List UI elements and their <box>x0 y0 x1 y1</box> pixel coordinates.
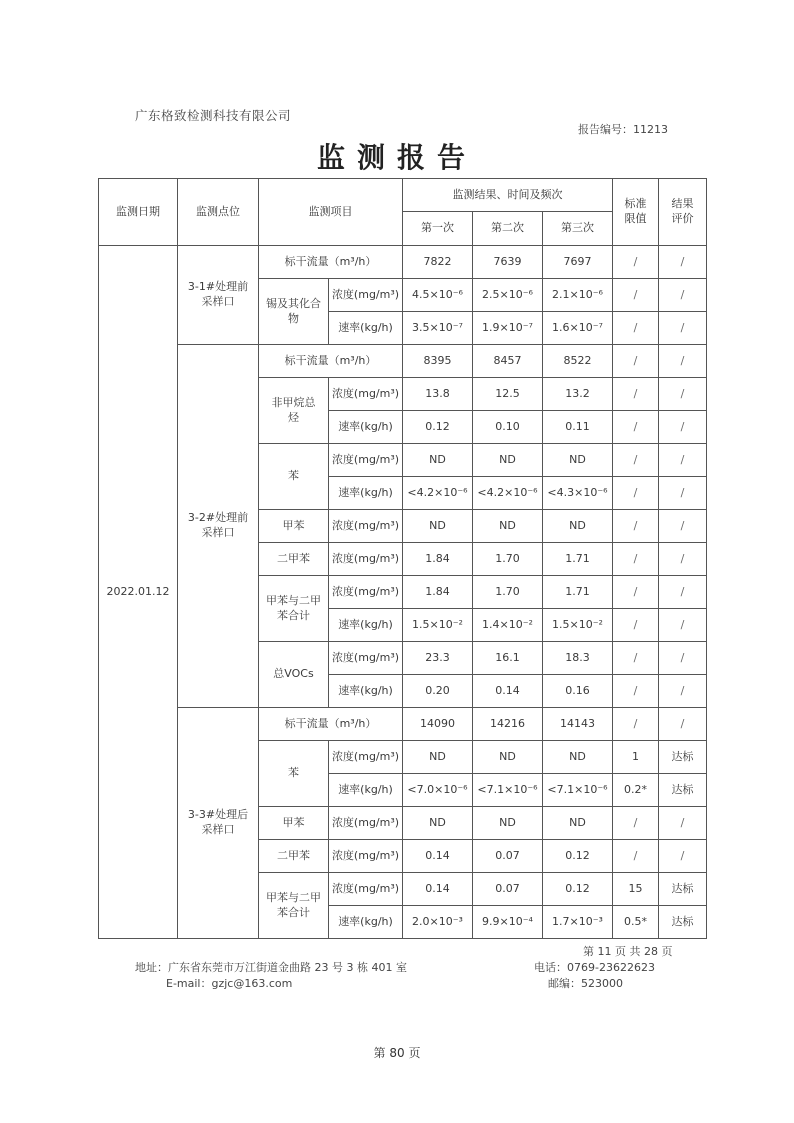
limit-cell: 15 <box>613 873 659 906</box>
eval-cell: 达标 <box>659 774 707 807</box>
limit-cell: / <box>613 807 659 840</box>
value-cell: 0.07 <box>473 840 543 873</box>
label-rate: 速率(kg/h) <box>329 675 403 708</box>
label-flow: 标干流量（m³/h） <box>259 345 403 378</box>
eval-cell: / <box>659 312 707 345</box>
label-conc: 浓度(mg/m³) <box>329 873 403 906</box>
limit-cell: / <box>613 675 659 708</box>
value-cell: 9.9×10⁻⁴ <box>473 906 543 939</box>
limit-cell: / <box>613 246 659 279</box>
label-conc: 浓度(mg/m³) <box>329 510 403 543</box>
value-cell: 1.6×10⁻⁷ <box>543 312 613 345</box>
header-point: 监测点位 <box>178 179 259 246</box>
value-cell: <4.2×10⁻⁶ <box>473 477 543 510</box>
value-cell: 0.07 <box>473 873 543 906</box>
value-cell: 1.70 <box>473 543 543 576</box>
value-cell: 0.12 <box>543 873 613 906</box>
value-cell: 1.5×10⁻² <box>543 609 613 642</box>
value-cell: ND <box>403 444 473 477</box>
label-flow: 标干流量（m³/h） <box>259 246 403 279</box>
value-cell: ND <box>543 807 613 840</box>
label-conc: 浓度(mg/m³) <box>329 576 403 609</box>
label-rate: 速率(kg/h) <box>329 312 403 345</box>
limit-cell: / <box>613 312 659 345</box>
value-cell: <7.1×10⁻⁶ <box>473 774 543 807</box>
eval-cell: / <box>659 675 707 708</box>
label-conc: 浓度(mg/m³) <box>329 840 403 873</box>
label-conc: 浓度(mg/m³) <box>329 444 403 477</box>
limit-cell: / <box>613 411 659 444</box>
value-cell: <7.0×10⁻⁶ <box>403 774 473 807</box>
limit-cell: / <box>613 345 659 378</box>
document-page-number: 第 80 页 <box>373 1046 421 1060</box>
limit-cell: / <box>613 642 659 675</box>
value-cell: 1.9×10⁻⁷ <box>473 312 543 345</box>
value-cell: 3.5×10⁻⁷ <box>403 312 473 345</box>
eval-cell: 达标 <box>659 741 707 774</box>
eval-cell: / <box>659 411 707 444</box>
item-xylene: 二甲苯 <box>259 840 329 873</box>
value-cell: 14216 <box>473 708 543 741</box>
value-cell: 0.14 <box>403 873 473 906</box>
header-date: 监测日期 <box>99 179 178 246</box>
eval-cell: / <box>659 444 707 477</box>
item-benzene: 苯 <box>259 741 329 807</box>
item-xylene: 二甲苯 <box>259 543 329 576</box>
value-cell: ND <box>403 510 473 543</box>
value-cell: 14090 <box>403 708 473 741</box>
label-flow: 标干流量（m³/h） <box>259 708 403 741</box>
header-limit: 标准限值 <box>613 179 659 246</box>
value-cell: 8522 <box>543 345 613 378</box>
value-cell: 0.12 <box>543 840 613 873</box>
label-rate: 速率(kg/h) <box>329 774 403 807</box>
eval-cell: / <box>659 345 707 378</box>
value-cell: 16.1 <box>473 642 543 675</box>
label-conc: 浓度(mg/m³) <box>329 741 403 774</box>
eval-cell: / <box>659 510 707 543</box>
report-number: 报告编号：11213 <box>578 123 668 136</box>
value-cell: ND <box>473 807 543 840</box>
item-toluene-xylene: 甲苯与二甲苯合计 <box>259 873 329 939</box>
eval-cell: / <box>659 840 707 873</box>
label-conc: 浓度(mg/m³) <box>329 279 403 312</box>
value-cell: 8457 <box>473 345 543 378</box>
value-cell: 1.7×10⁻³ <box>543 906 613 939</box>
value-cell: 1.71 <box>543 576 613 609</box>
value-cell: 7697 <box>543 246 613 279</box>
company-name: 广东格致检测科技有限公司 <box>135 108 292 123</box>
limit-cell: 0.2* <box>613 774 659 807</box>
eval-cell: / <box>659 642 707 675</box>
value-cell: 13.8 <box>403 378 473 411</box>
label-rate: 速率(kg/h) <box>329 411 403 444</box>
value-cell: ND <box>543 741 613 774</box>
value-cell: ND <box>473 444 543 477</box>
limit-cell: / <box>613 510 659 543</box>
page-info: 第 11 页 共 28 页 <box>583 945 673 958</box>
header-second: 第二次 <box>473 212 543 246</box>
value-cell: 14143 <box>543 708 613 741</box>
value-cell: 1.5×10⁻² <box>403 609 473 642</box>
limit-cell: / <box>613 840 659 873</box>
value-cell: ND <box>543 444 613 477</box>
item-nmhc: 非甲烷总烃 <box>259 378 329 444</box>
value-cell: 0.20 <box>403 675 473 708</box>
value-cell: 18.3 <box>543 642 613 675</box>
limit-cell: 0.5* <box>613 906 659 939</box>
value-cell: 1.84 <box>403 576 473 609</box>
company-phone: 电话：0769-23622623 <box>534 961 655 974</box>
header-result-group: 监测结果、时间及频次 <box>403 179 613 212</box>
limit-cell: / <box>613 609 659 642</box>
label-rate: 速率(kg/h) <box>329 477 403 510</box>
value-cell: 0.11 <box>543 411 613 444</box>
eval-cell: 达标 <box>659 873 707 906</box>
value-cell: ND <box>403 807 473 840</box>
value-cell: 1.4×10⁻² <box>473 609 543 642</box>
eval-cell: / <box>659 576 707 609</box>
value-cell: 4.5×10⁻⁶ <box>403 279 473 312</box>
value-cell: 12.5 <box>473 378 543 411</box>
limit-cell: / <box>613 477 659 510</box>
eval-cell: / <box>659 279 707 312</box>
item-benzene: 苯 <box>259 444 329 510</box>
item-toluene: 甲苯 <box>259 510 329 543</box>
label-conc: 浓度(mg/m³) <box>329 543 403 576</box>
label-conc: 浓度(mg/m³) <box>329 642 403 675</box>
point-3-3: 3-3#处理后采样口 <box>178 708 259 939</box>
value-cell: 23.3 <box>403 642 473 675</box>
eval-cell: / <box>659 708 707 741</box>
limit-cell: / <box>613 378 659 411</box>
header-first: 第一次 <box>403 212 473 246</box>
eval-cell: / <box>659 609 707 642</box>
eval-cell: / <box>659 543 707 576</box>
value-cell: ND <box>473 510 543 543</box>
monitoring-table <box>98 178 707 939</box>
eval-cell: 达标 <box>659 906 707 939</box>
value-cell: 0.16 <box>543 675 613 708</box>
point-3-1: 3-1#处理前采样口 <box>178 246 259 345</box>
label-rate: 速率(kg/h) <box>329 906 403 939</box>
limit-cell: / <box>613 576 659 609</box>
value-cell: <4.3×10⁻⁶ <box>543 477 613 510</box>
value-cell: 13.2 <box>543 378 613 411</box>
monitoring-date: 2022.01.12 <box>99 246 178 939</box>
eval-cell: / <box>659 378 707 411</box>
value-cell: 2.0×10⁻³ <box>403 906 473 939</box>
value-cell: 8395 <box>403 345 473 378</box>
eval-cell: / <box>659 477 707 510</box>
item-toluene-xylene: 甲苯与二甲苯合计 <box>259 576 329 642</box>
item-vocs: 总VOCs <box>259 642 329 708</box>
limit-cell: / <box>613 543 659 576</box>
value-cell: 1.84 <box>403 543 473 576</box>
item-toluene: 甲苯 <box>259 807 329 840</box>
header-eval: 结果评价 <box>659 179 707 246</box>
value-cell: ND <box>403 741 473 774</box>
value-cell: 1.71 <box>543 543 613 576</box>
value-cell: ND <box>473 741 543 774</box>
eval-cell: / <box>659 807 707 840</box>
value-cell: <7.1×10⁻⁶ <box>543 774 613 807</box>
limit-cell: / <box>613 708 659 741</box>
value-cell: ND <box>543 510 613 543</box>
value-cell: 0.12 <box>403 411 473 444</box>
point-3-2: 3-2#处理前采样口 <box>178 345 259 708</box>
value-cell: 7639 <box>473 246 543 279</box>
label-conc: 浓度(mg/m³) <box>329 807 403 840</box>
value-cell: 0.14 <box>403 840 473 873</box>
limit-cell: / <box>613 444 659 477</box>
label-rate: 速率(kg/h) <box>329 609 403 642</box>
report-title: 监测报告 <box>316 141 477 174</box>
value-cell: 0.10 <box>473 411 543 444</box>
label-conc: 浓度(mg/m³) <box>329 378 403 411</box>
value-cell: 0.14 <box>473 675 543 708</box>
value-cell: 2.1×10⁻⁶ <box>543 279 613 312</box>
eval-cell: / <box>659 246 707 279</box>
company-postcode: 邮编：523000 <box>548 977 623 990</box>
value-cell: 2.5×10⁻⁶ <box>473 279 543 312</box>
value-cell: 1.70 <box>473 576 543 609</box>
limit-cell: 1 <box>613 741 659 774</box>
company-email: E-mail：gzjc@163.com <box>166 977 293 990</box>
item-tin: 锡及其化合物 <box>259 279 329 345</box>
company-address: 地址：广东省东莞市万江街道金曲路 23 号 3 栋 401 室 <box>135 961 407 974</box>
limit-cell: / <box>613 279 659 312</box>
value-cell: <4.2×10⁻⁶ <box>403 477 473 510</box>
value-cell: 7822 <box>403 246 473 279</box>
header-item: 监测项目 <box>259 179 403 246</box>
header-third: 第三次 <box>543 212 613 246</box>
